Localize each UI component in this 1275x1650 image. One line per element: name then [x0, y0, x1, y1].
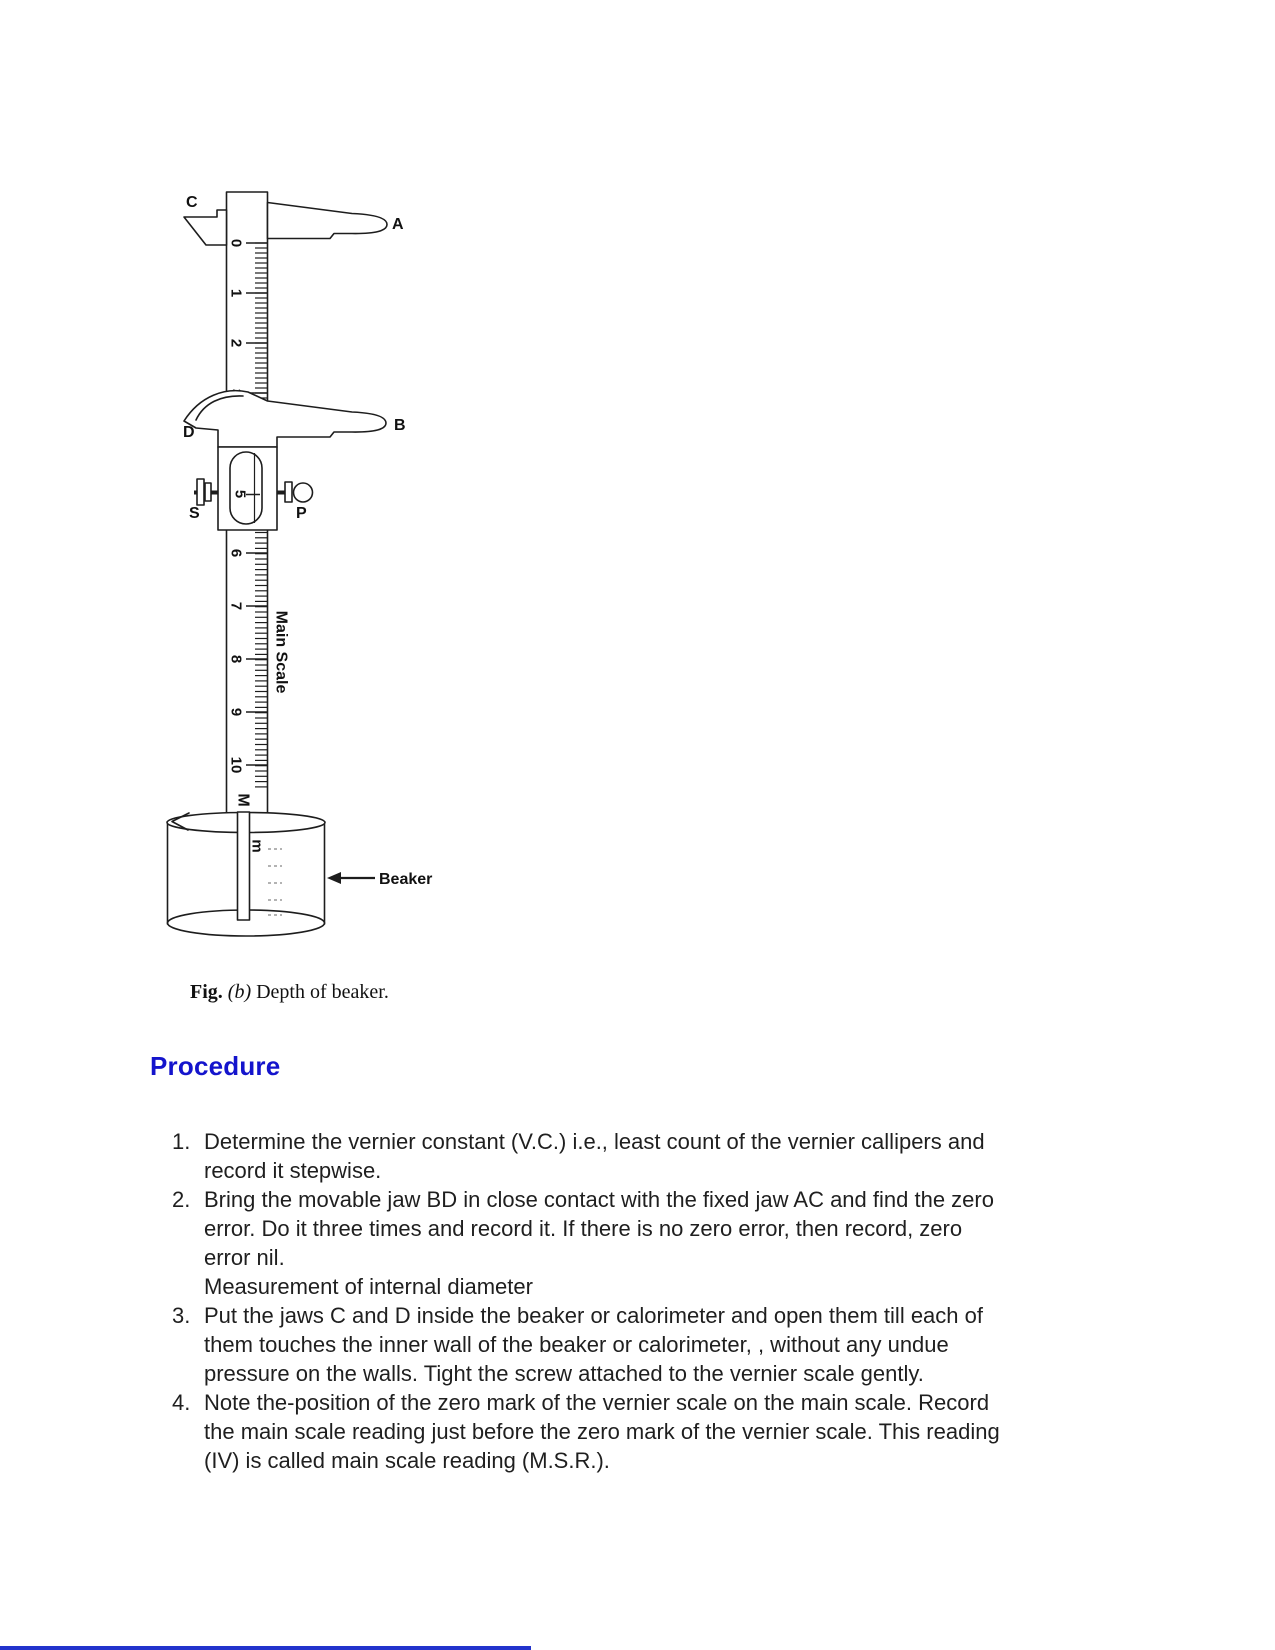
procedure-item [172, 1301, 1152, 1388]
item-text [204, 1388, 1000, 1475]
procedure-line: error. Do it three times and record it. If there is no zero error, then record, zero [204, 1216, 963, 1241]
vernier-window [230, 452, 262, 524]
movable-jaw-d-and-arm-b [184, 391, 386, 447]
depth-rod [238, 812, 250, 920]
label-jaw-c: C [186, 194, 198, 211]
procedure-heading: Procedure [150, 1051, 281, 1081]
label-arm-a: A [392, 216, 404, 233]
vernier-window-number: 5 [231, 489, 249, 499]
procedure-item [172, 1185, 1152, 1301]
figure-caption [190, 981, 394, 1004]
procedure-line: the main scale reading just before the zero mark of the vernier scale. This reading [204, 1419, 1000, 1444]
item-text [204, 1185, 994, 1301]
procedure-item [172, 1127, 1152, 1185]
procedure-line: error nil. [204, 1245, 285, 1270]
knob-p-ball [294, 483, 313, 502]
procedure-list [172, 1127, 1152, 1475]
label-m-lower: m [248, 839, 266, 853]
procedure-line: Put the jaws C and D inside the beaker or calorimeter and open them till each of [204, 1303, 983, 1328]
svg-text:9: 9 [227, 707, 245, 717]
procedure-line: Determine the vernier constant (V.C.) i.e., least count of the vernier callipers and [204, 1129, 985, 1154]
label-knob-p: P [296, 505, 307, 522]
knob-p-plate [285, 482, 292, 502]
screw-s-plate-inner [205, 483, 211, 501]
caption-text: Depth of beaker. [256, 981, 389, 1003]
procedure-line: Measurement of internal diameter [204, 1274, 533, 1299]
procedure-line: (IV) is called main scale reading (M.S.R.). [204, 1448, 610, 1473]
procedure-line: Bring the movable jaw BD in close contact with the fixed jaw AC and find the zero [204, 1187, 994, 1212]
label-jaw-d: D [183, 424, 195, 441]
procedure-line: pressure on the walls. Tight the screw attached to the vernier scale gently. [204, 1361, 924, 1386]
item-number: 3. [172, 1303, 191, 1328]
svg-text:10: 10 [227, 756, 245, 774]
label-m-upper: M [234, 793, 252, 807]
item-number: 2. [172, 1187, 191, 1212]
procedure-line: Note the-position of the zero mark of the vernier scale on the main scale. Record [204, 1390, 990, 1415]
fixed-jaw-c [184, 210, 227, 245]
svg-text:1: 1 [227, 288, 245, 298]
item-number: 1. [172, 1129, 191, 1154]
bottom-rule [0, 1646, 531, 1650]
item-number: 4. [172, 1390, 191, 1415]
label-beaker: Beaker [379, 871, 433, 888]
screw-s-plate-outer [197, 479, 204, 505]
vernier-calliper-figure [155, 170, 460, 950]
beaker-graduations [268, 849, 282, 915]
label-arm-b: B [394, 417, 406, 434]
svg-text:8: 8 [227, 654, 245, 664]
caption-prefix: Fig. [190, 981, 223, 1003]
caption-label: (b) [227, 981, 252, 1003]
procedure-line: record it stepwise. [204, 1158, 382, 1183]
beaker-arrow-head [327, 872, 341, 884]
procedure-line: them touches the inner wall of the beaker or calorimeter, , without any undue [204, 1332, 949, 1357]
item-text [204, 1127, 985, 1185]
label-screw-s: S [189, 505, 200, 522]
svg-text:7: 7 [227, 601, 245, 611]
svg-text:6: 6 [227, 548, 245, 558]
svg-text:0: 0 [227, 238, 245, 248]
procedure-item [172, 1388, 1152, 1475]
label-main-scale: Main Scale [272, 610, 290, 694]
item-text [204, 1301, 983, 1388]
svg-text:2: 2 [227, 338, 245, 348]
fixed-arm-a [268, 203, 388, 239]
